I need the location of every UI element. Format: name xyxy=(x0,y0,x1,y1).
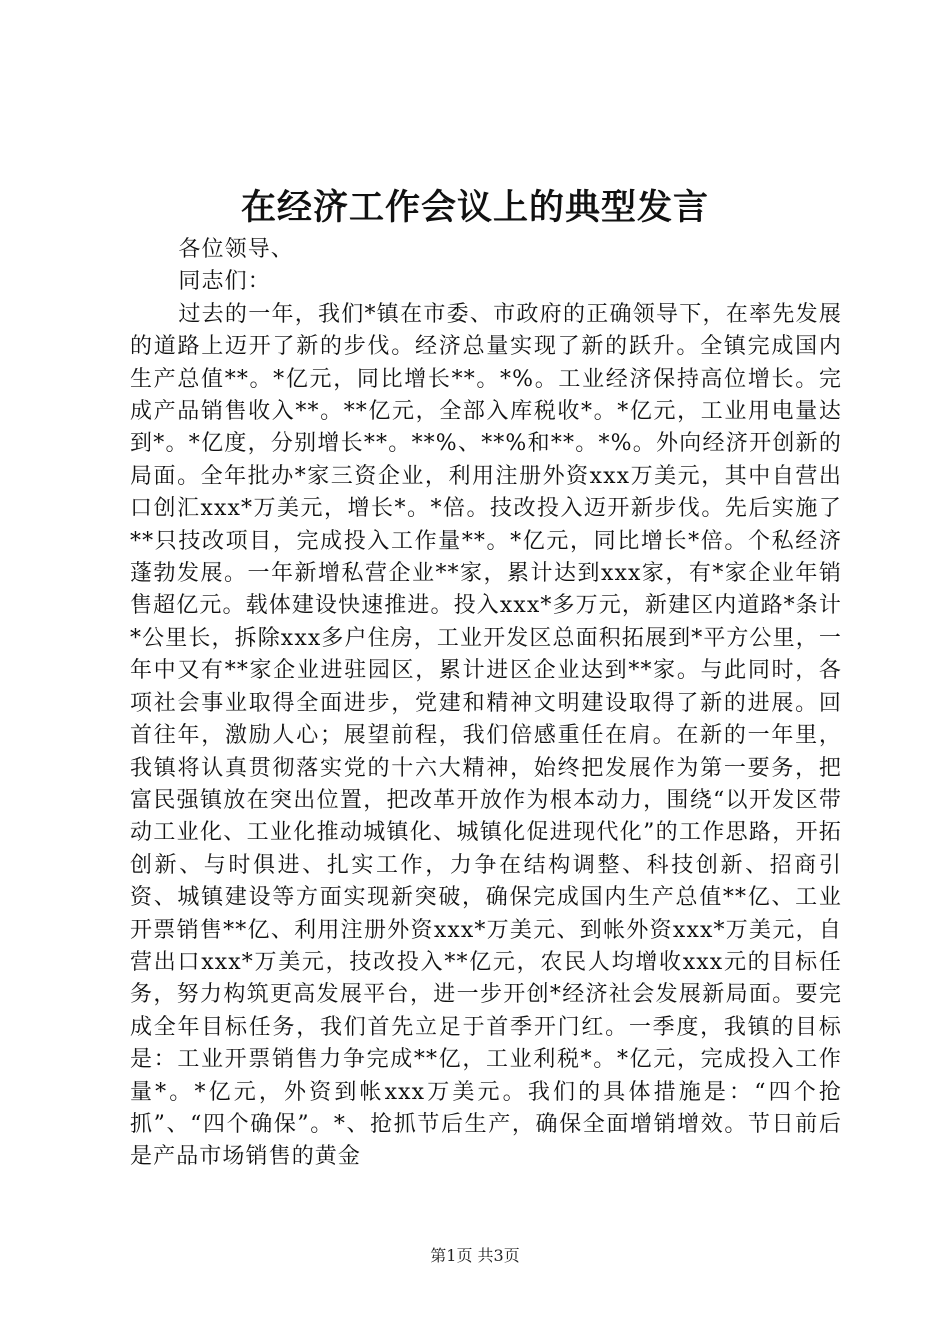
document-title: 在经济工作会议上的典型发言 xyxy=(240,187,709,228)
page-footer: 第1页 共3页 xyxy=(430,1246,520,1265)
salutation-line: 同志们： xyxy=(178,269,271,295)
salutation-line: 各位领导、 xyxy=(178,237,294,262)
body-paragraph: 过去的一年，我们*镇在市委、市政府的正确领导下，在率先发展的道路上迈开了新的步伐。经济总量实现了新的跃升。全镇完成国内生产总值**。*亿元，同比增长**。*%。工业经济保持高位增长。完成产品销售收入**。**亿元，全部入库税收*。*亿元，工业用电量达到*。*亿度，分别增长**。**%、**%和**。*%。外向经济开创新的局面。全年批办*家三资企业，利用注册外资xxx万美元，其中自营出口创汇xxx*万美元，增长*。*倍。技改投入迈开新步伐。先后实施了**只技改项目，完成投入工作量**。*亿元，同比增长*倍。个私经济蓬勃发展。一年新增私营企业**家，累计达到xxx家，有*家企业年销售超亿元。载体建设快速推进。投入xxx*多万元，新建区内道路*条计*公里长，拆除xxx多户住房，工业开发区总面积拓展到*平方公里，一年中又有**家企业进驻园区，累计进区企业达到**家。与此同时，各项社会事业取得全面进步，党建和精神文明建设取得了新的进展。回首往年，激励人心；展望前程，我们倍感重任在肩。在新的一年里，我镇将认真贯彻落实党的十六大精神，始终把发展作为第一要务，把富民强镇放在突出位置，把改革开放作为根本动力，围绕“以开发区带动工业化、工业化推动城镇化、城镇化促进现代化”的工作思路，开拓创新、与时俱进、扎实工作，力争在结构调整、科技创新、招商引资、城镇建设等方面实现新突破，确保完成国内生产总值**亿、工业开票销售**亿、利用注册外资xxx*万美元、到帐外资xxx*万美元，自营出口xxx*万美元，技改投入**亿元，农民人均增收xxx元的目标任务，努力构筑更高发展平台，进一步开创*经济社会发展新局面。要完成全年目标任务，我们首先立足于首季开门红。一季度，我镇的目标是：工业开票销售力争完成**亿，工业利税*。*亿元，完成投入工作量*。*亿元，外资到帐xxx万美元。我们的具体措施是：“四个抢抓”、“四个确保”。*、抢抓节后生产，确保全面增销增效。节日前后是产品市场销售的黄金 xyxy=(130,301,842,1170)
document-body xyxy=(130,234,842,1174)
